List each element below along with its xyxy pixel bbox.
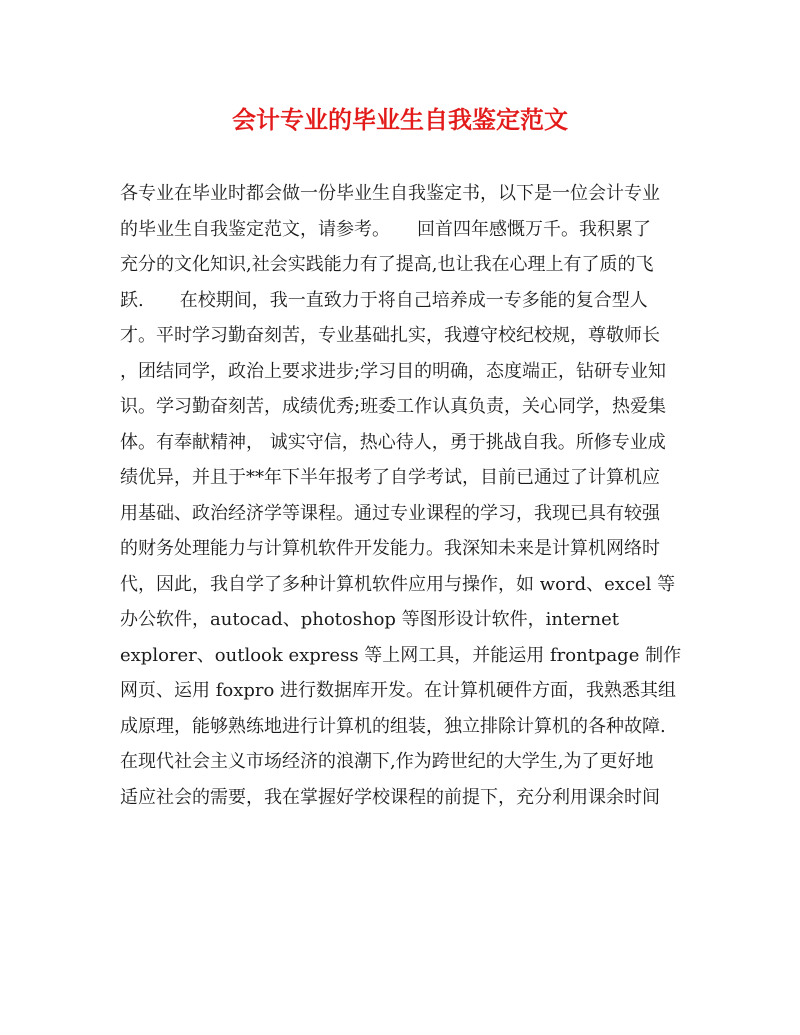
body-line: 识。学习勤奋刻苦，成绩优秀;班委工作认真负责，关心同学，热爱集 (120, 396, 667, 417)
body-line: 办公软件，autocad、photoshop 等图形设计软件，internet (120, 609, 619, 630)
body-line: 体。有奉献精神， 诚实守信，热心待人，勇于挑战自我。所修专业成 (120, 431, 666, 453)
document-title: 会计专业的毕业生自我鉴定范文 (232, 105, 568, 134)
body-line: 在现代社会主义市场经济的浪潮下,作为跨世纪的大学生,为了更好地 (120, 751, 654, 772)
body-line: ，团结同学，政治上要求进步;学习目的明确，态度端正，钻研专业知 (120, 360, 667, 382)
body-line: 用基础、政治经济学等课程。通过专业课程的学习，我现已具有较强 (120, 502, 660, 524)
body-line: 绩优异，并且于**年下半年报考了自学考试，目前已通过了计算机应 (120, 467, 660, 488)
body-line: 网页、运用 foxpro 进行数据库开发。在计算机硬件方面，我熟悉其组 (120, 680, 677, 701)
body-line: 各专业在毕业时都会做一份毕业生自我鉴定书，以下是一位会计专业 (120, 183, 660, 204)
body-line: 才。平时学习勤奋刻苦，专业基础扎实，我遵守校纪校规，尊敬师长 (120, 325, 660, 346)
body-line: 代，因此，我自学了多种计算机软件应用与操作，如 word、excel 等 (120, 573, 676, 595)
body-line: 充分的文化知识,社会实践能力有了提高,也让我在心理上有了质的飞 (120, 254, 654, 275)
body-line: 的财务处理能力与计算机软件开发能力。我深知未来是计算机网络时 (120, 538, 660, 559)
body-line: 适应社会的需要，我在掌握好学校课程的前提下，充分利用课余时间 (120, 786, 660, 808)
document-body (120, 176, 690, 815)
body-line: explorer、outlook express 等上网工具，并能运用 frontpage 制作 (120, 644, 682, 666)
body-line: 跃. 在校期间，我一直致力于将自己培养成一专多能的复合型人 (120, 289, 648, 311)
body-line: 的毕业生自我鉴定范文，请参考。 回首四年感慨万千。我积累了 (120, 218, 651, 240)
body-line: 成原理，能够熟练地进行计算机的组装，独立排除计算机的各种故障. (120, 715, 666, 737)
